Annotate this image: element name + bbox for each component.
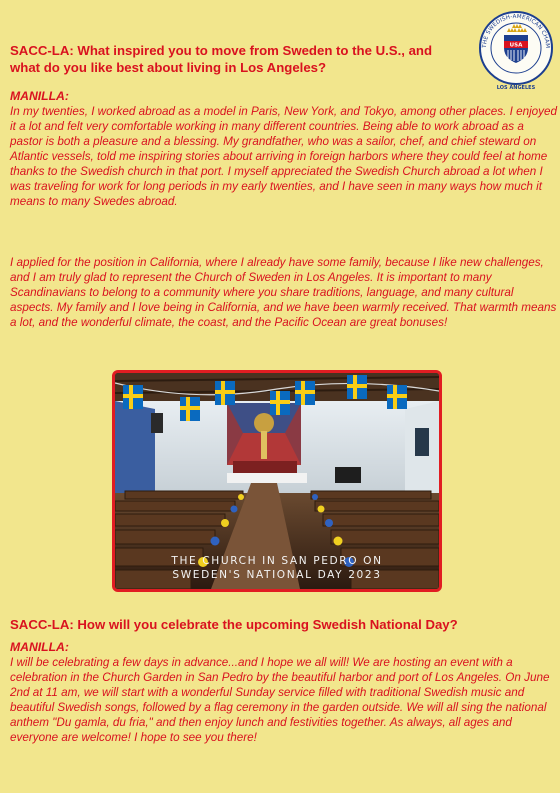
logo-location: LOS ANGELES (496, 85, 536, 91)
speaker-label-2: MANILLA: (10, 640, 69, 654)
church-photo (112, 370, 442, 592)
photo-caption-line-1: THE CHURCH IN SAN PEDRO ON (171, 555, 383, 567)
photo-caption-line-2: SWEDEN'S NATIONAL DAY 2023 (172, 569, 382, 581)
answer-2-paragraph: I will be celebrating a few days in advance...and I hope we all will! We are hosting an event with a celebration in the Church Garden in San Pedro by the beautiful harbor and port of Los Angeles. On June 2nd at 11 am, we will start with a wonderful Sunday service filled with traditional Swedish music and beautiful Swedish songs, followed by a flag ceremony in the garden outside. We will all sing the national anthem "Du gamla, du fria," and then enjoy lunch and festivities together. As always, all ages and everyone are welcome! I hope to see you there! (10, 656, 550, 745)
answer-1-paragraph-1: In my twenties, I worked abroad as a model in Paris, New York, and Tokyo, among other places. I enjoyed it a lot and felt very comfortable working in many different countries. Being able to work abroad as a pastor is both a pleasure and a blessing. My grandfather, who was a sailor, chef, and chief steward on Atlantic vessels, told me inspiring stories about arriving in foreign harbors where they could feel at home thanks to the Swedish church in that port. I myself appreciated the Swedish Church abroad a lot when I was traveling for work for long periods in my early twenties, and I have seen in many ways how much it means to many Swedes abroad. (10, 105, 558, 209)
photo-caption (115, 554, 439, 582)
logo-ring-text: THE SWEDISH-AMERICAN CHAM (481, 13, 551, 49)
sacc-logo (476, 10, 556, 92)
question-1: SACC-LA: What inspired you to move from Sweden to the U.S., and what do you like best about living in Los Angeles? (10, 43, 433, 75)
answer-1-paragraph-2: I applied for the position in California, where I already have some family, because I like new challenges, and I am truly glad to represent the Church of Sweden in Los Angeles. It is important to many Scandinavians to belong to a community where you share traditions, language, and many cultural aspects. My family and I love being in California, and we have been warmly received. That warmth means a lot, and the wonderful climate, the coast, and the Pacific Ocean are great bonuses! (10, 256, 557, 330)
speaker-label-1: MANILLA: (10, 89, 69, 103)
question-2: SACC-LA: How will you celebrate the upcoming Swedish National Day? (10, 617, 458, 632)
logo-shield-text: USA (509, 42, 523, 49)
